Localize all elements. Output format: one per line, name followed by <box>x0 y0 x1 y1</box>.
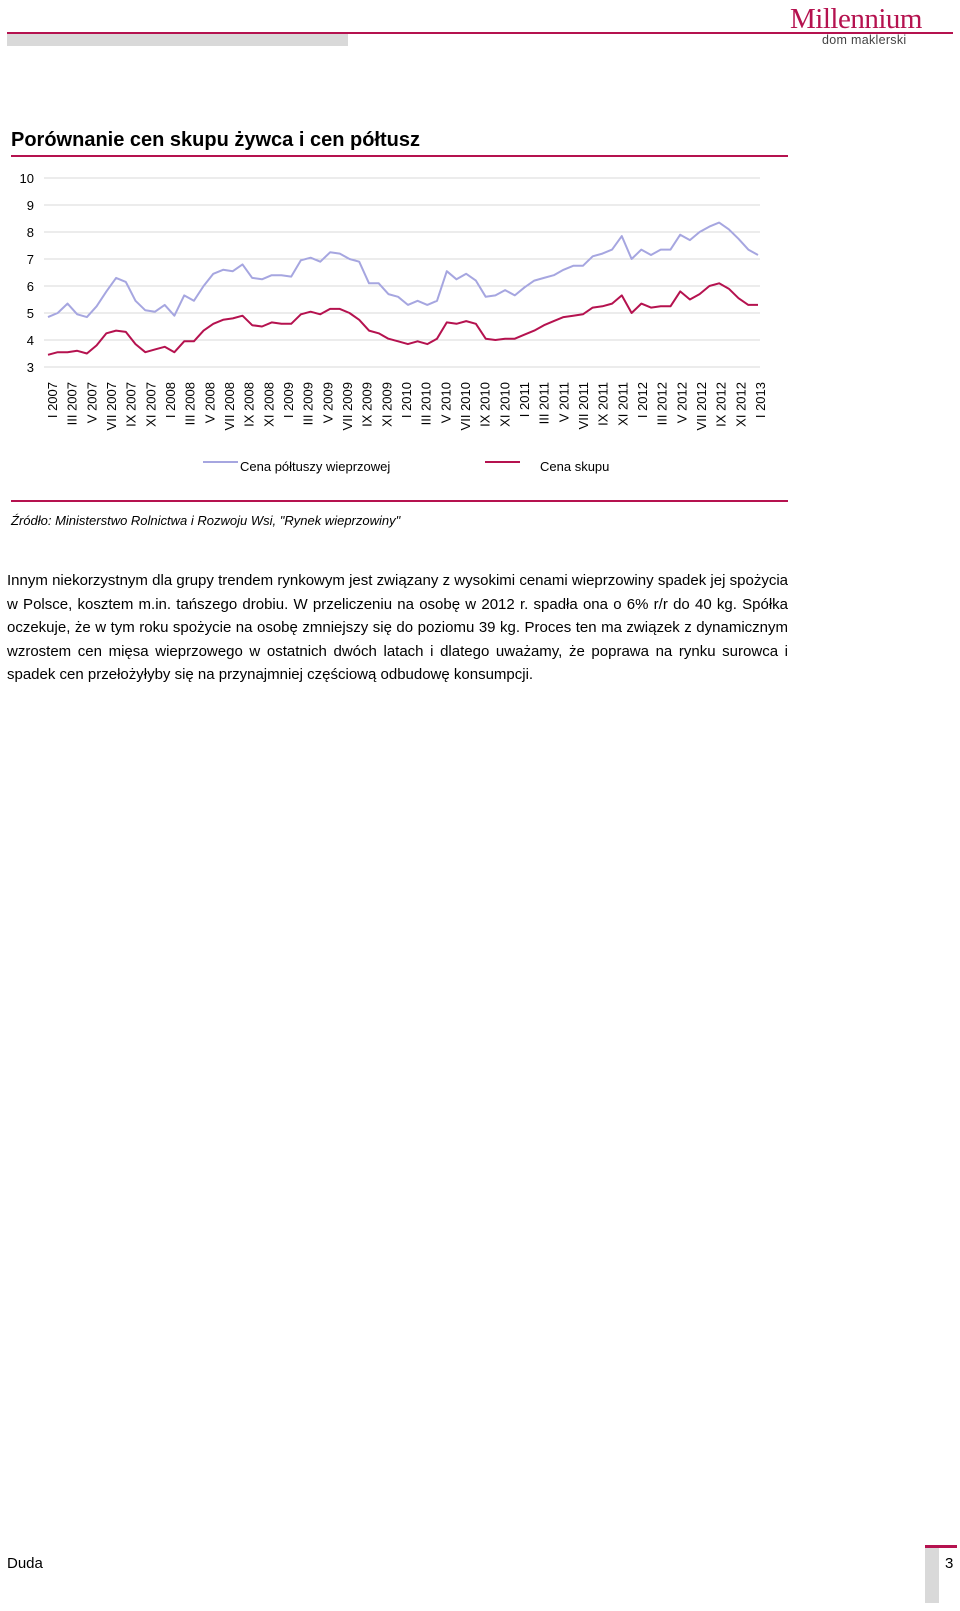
x-tick-label: V 2010 <box>438 382 454 424</box>
y-tick-label: 6 <box>26 279 34 294</box>
header-grey-bar <box>7 34 348 46</box>
y-tick-label: 7 <box>26 252 34 267</box>
x-tick-label: XI 2009 <box>379 382 395 427</box>
x-tick-label: IX 2012 <box>713 382 729 427</box>
x-tick-label: VII 2009 <box>340 382 355 431</box>
legend-label-1: Cena skupu <box>540 459 610 474</box>
x-tick-label: I 2011 <box>517 382 532 418</box>
x-tick-label: IX 2010 <box>477 382 493 427</box>
chart-bottom-rule <box>11 500 788 502</box>
series-line-1 <box>48 283 758 355</box>
x-tick-label: III 2008 <box>182 382 198 426</box>
x-tick-label: VII 2010 <box>458 382 473 431</box>
x-tick-label: XI 2010 <box>497 382 513 427</box>
x-tick-label: III 2009 <box>300 382 316 426</box>
y-tick-label: 5 <box>26 306 34 321</box>
x-tick-label: III 2012 <box>654 382 670 426</box>
chart-source-note: Źródło: Ministerstwo Rolnictwa i Rozwoju Wsi, "Rynek wieprzowiny" <box>11 513 401 528</box>
x-tick-label: III 2010 <box>418 382 434 426</box>
x-axis-ticks <box>45 382 768 430</box>
footer-grey-bar <box>925 1548 939 1603</box>
x-tick-label: V 2009 <box>320 382 336 424</box>
x-tick-label: IX 2011 <box>595 382 611 426</box>
page-number: 3 <box>945 1555 954 1572</box>
x-tick-label: I 2009 <box>281 382 296 419</box>
logo-wordmark: Millennium <box>790 3 922 35</box>
x-tick-label: V 2007 <box>84 382 100 424</box>
legend-label-0: Cena półtuszy wieprzowej <box>240 459 391 474</box>
price-comparison-chart <box>0 160 800 490</box>
x-tick-label: I 2008 <box>163 382 178 419</box>
x-tick-label: VII 2008 <box>222 382 237 431</box>
x-tick-label: I 2012 <box>635 382 650 419</box>
x-tick-label: I 2010 <box>399 382 414 419</box>
x-tick-label: V 2012 <box>674 382 690 424</box>
x-tick-label: VII 2007 <box>104 382 119 431</box>
chart-title: Porównanie cen skupu żywca i cen półtusz <box>11 129 420 151</box>
y-axis-ticks <box>20 171 34 375</box>
x-tick-label: IX 2008 <box>241 382 257 427</box>
x-tick-label: IX 2009 <box>359 382 375 427</box>
x-tick-label: I 2013 <box>753 382 768 419</box>
x-tick-label: III 2011 <box>536 382 552 425</box>
x-tick-label: IX 2007 <box>123 382 139 427</box>
body-paragraph: Innym niekorzystnym dla grupy trendem rynkowym jest związany z wysokimi cenami wieprzowiny spadek jej spożycia w Polsce, kosztem m.in. tańszego drobiu. W przeliczeniu na osobę w 2012 r. spadła ona o 6% r/r do 40 kg. Spółka oczekuje, że w tym roku spożycie na osobę zmniejszy się do poziomu 39 kg. Proces ten ma związek z dynamicznym wzrostem cen mięsa wieprzowego w ostatnich dwóch latach i dlatego uważamy, że poprawa na rynku surowca i spadek cen przełożyłyby się na przynajmniej częściową odbudowę konsumpcji. <box>7 572 788 684</box>
y-tick-label: 3 <box>26 360 34 375</box>
chart-gridlines <box>44 178 760 367</box>
logo-subtitle: dom maklerski <box>822 33 907 47</box>
footer-author: Duda <box>7 1555 43 1572</box>
millennium-logo <box>790 2 950 46</box>
chart-legend <box>203 459 609 474</box>
x-tick-label: V 2011 <box>556 382 572 423</box>
x-tick-label: XI 2011 <box>615 382 631 426</box>
y-tick-label: 4 <box>26 333 34 348</box>
x-tick-label: XI 2012 <box>733 382 749 427</box>
chart-title-rule <box>11 155 788 157</box>
chart-series <box>48 223 758 355</box>
x-tick-label: III 2007 <box>64 382 80 426</box>
series-line-0 <box>48 223 758 318</box>
x-tick-label: V 2008 <box>202 382 218 424</box>
y-tick-label: 9 <box>26 198 34 213</box>
x-tick-label: VII 2012 <box>694 382 709 431</box>
x-tick-label: VII 2011 <box>576 382 591 430</box>
y-tick-label: 8 <box>26 225 34 240</box>
x-tick-label: XI 2008 <box>261 382 277 427</box>
x-tick-label: I 2007 <box>45 382 60 419</box>
y-tick-label: 10 <box>19 171 34 186</box>
x-tick-label: XI 2007 <box>143 382 159 427</box>
